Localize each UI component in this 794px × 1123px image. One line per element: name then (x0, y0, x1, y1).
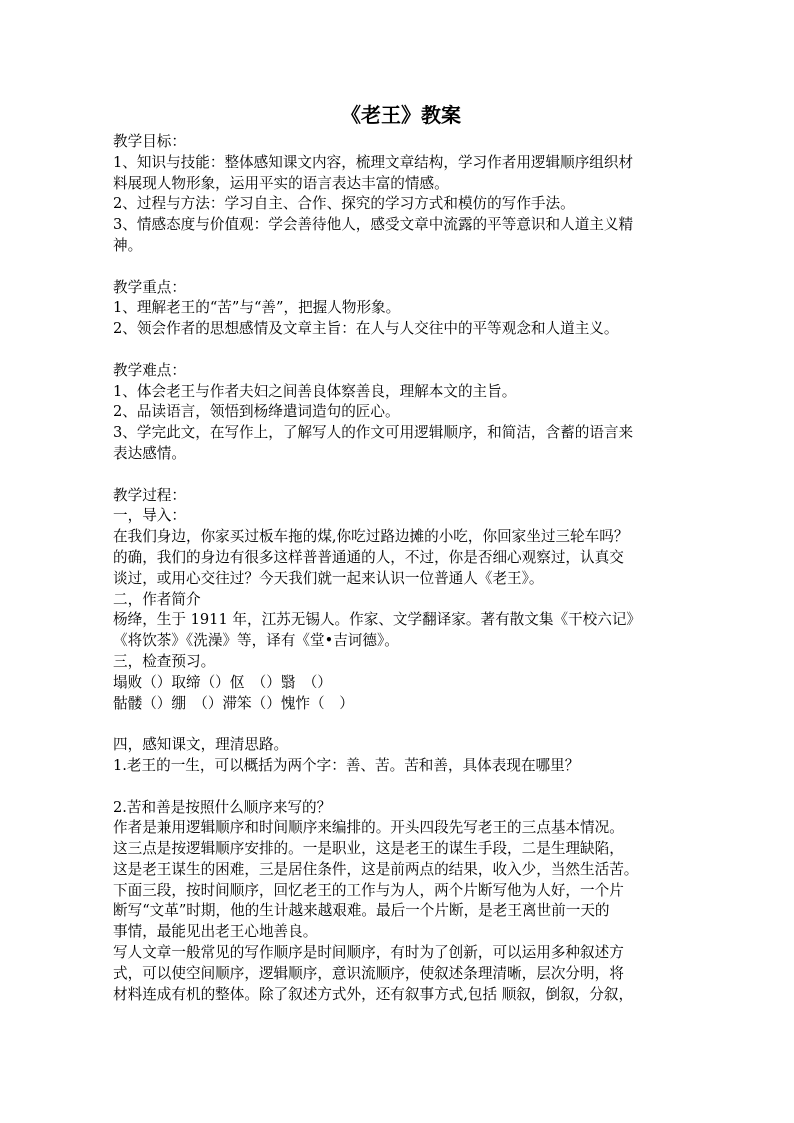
text-line: 教学过程： (113, 486, 186, 504)
text-line: 教学难点： (113, 361, 186, 379)
text-line: 三，检查预习。 (113, 652, 216, 670)
text-line: 《将饮茶》《洗澡》等，译有《堂•吉诃德》。 (113, 632, 399, 650)
text-line: 表达感情。 (113, 444, 186, 462)
text-line: 教学目标： (113, 133, 186, 150)
text-line: 1.老王的一生，可以概括为两个字：善、苦。苦和善，具体表现在哪里？ (113, 756, 580, 774)
text-line: 料展现人物形象，运用平实的语言表达丰富的情感。 (113, 174, 449, 192)
text-line: 1、理解老王的“苦”与“善”，把握人物形象。 (113, 299, 401, 317)
text-line: 3、情感态度与价值观：学会善待他人，感受文章中流露的平等意识和人道主义精 (113, 216, 634, 234)
text-line: 事情，最能见出老王心地善良。 (113, 923, 318, 941)
text-line: 骷髅（）绷 （）滞笨（）愧怍（ ） (113, 694, 354, 712)
text-line: 二，作者简介 (113, 590, 201, 608)
text-line: 3、学完此文，在写作上，了解写人的作文可用逻辑顺序，和简洁，含蓄的语言来 (113, 424, 634, 442)
text-line: 一，导入： (113, 507, 186, 525)
text-line: 2.苦和善是按照什么顺序来写的？ (113, 798, 332, 816)
blank-line (113, 465, 683, 486)
text-line: 塌败（）取缔（）伛 （）翳 （） (113, 673, 332, 691)
blank-line (113, 714, 683, 735)
text-line: 教学重点： (113, 278, 186, 296)
blank-line (113, 340, 683, 361)
text-line: 材料连成有机的整体。除了叙述方式外，还有叙事方式,包括 顺叙，倒叙，分叙， (113, 985, 634, 1003)
text-line: 写人文章一般常见的写作顺序是时间顺序，有时为了创新，可以运用多种叙述方 (113, 944, 624, 962)
text-line: 1、体会老王与作者夫妇之间善良体察善良，理解本文的主旨。 (113, 382, 517, 400)
text-line: 下面三段，按时间顺序，回忆老王的工作与为人，两个片断写他为人好，一个片 (113, 881, 624, 899)
text-line: 1、知识与技能：整体感知课文内容，梳理文章结构，学习作者用逻辑顺序组织材 (113, 153, 634, 171)
text-line: 四，感知课文，理清思路。 (113, 736, 289, 754)
text-line: 2、领会作者的思想感情及文章主旨：在人与人交往中的平等观念和人道主义。 (113, 320, 619, 338)
text-line: 这三点是按逻辑顺序安排的。一是职业，这是老王的谋生手段，二是生理缺陷， (113, 840, 624, 858)
blank-line (113, 777, 683, 798)
text-line: 这是老王谋生的困难，三是居住条件，这是前两点的结果，收入少，当然生活苦。 (113, 860, 639, 878)
text-line: 杨绛，生于 1911 年，江苏无锡人。作家、文学翻译家。著有散文集《干校六记》 (113, 611, 642, 629)
document-page (113, 100, 683, 1005)
text-line: 2、过程与方法：学习自主、合作、探究的学习方式和模仿的写作手法。 (113, 195, 575, 213)
document-title: 《老王》教案 (341, 103, 461, 127)
text-line: 的确，我们的身边有很多这样普普通通的人，不过，你是否细心观察过，认真交 (113, 548, 624, 566)
text-line: 断写“文革”时期，他的生计越来越艰难。最后一个片断，是老王离世前一天的 (113, 902, 610, 920)
text-line: 作者是兼用逻辑顺序和时间顺序来编排的。开头四段先写老王的三点基本情况。 (113, 819, 624, 837)
text-line: 2、品读语言，领悟到杨绛遣词造句的匠心。 (113, 403, 400, 421)
text-line: 式，可以使空间顺序，逻辑顺序，意识流顺序，使叙述条理清晰，层次分明，将 (113, 964, 624, 982)
text-line: 在我们身边，你家买过板车拖的煤,你吃过路边摊的小吃，你回家坐过三轮车吗？ (113, 528, 629, 546)
document-body (113, 132, 683, 1005)
text-line: 谈过，或用心交往过？今天我们就一起来认识一位普通人《老王》。 (113, 569, 544, 587)
text-line: 神。 (113, 236, 143, 254)
blank-line (113, 257, 683, 278)
